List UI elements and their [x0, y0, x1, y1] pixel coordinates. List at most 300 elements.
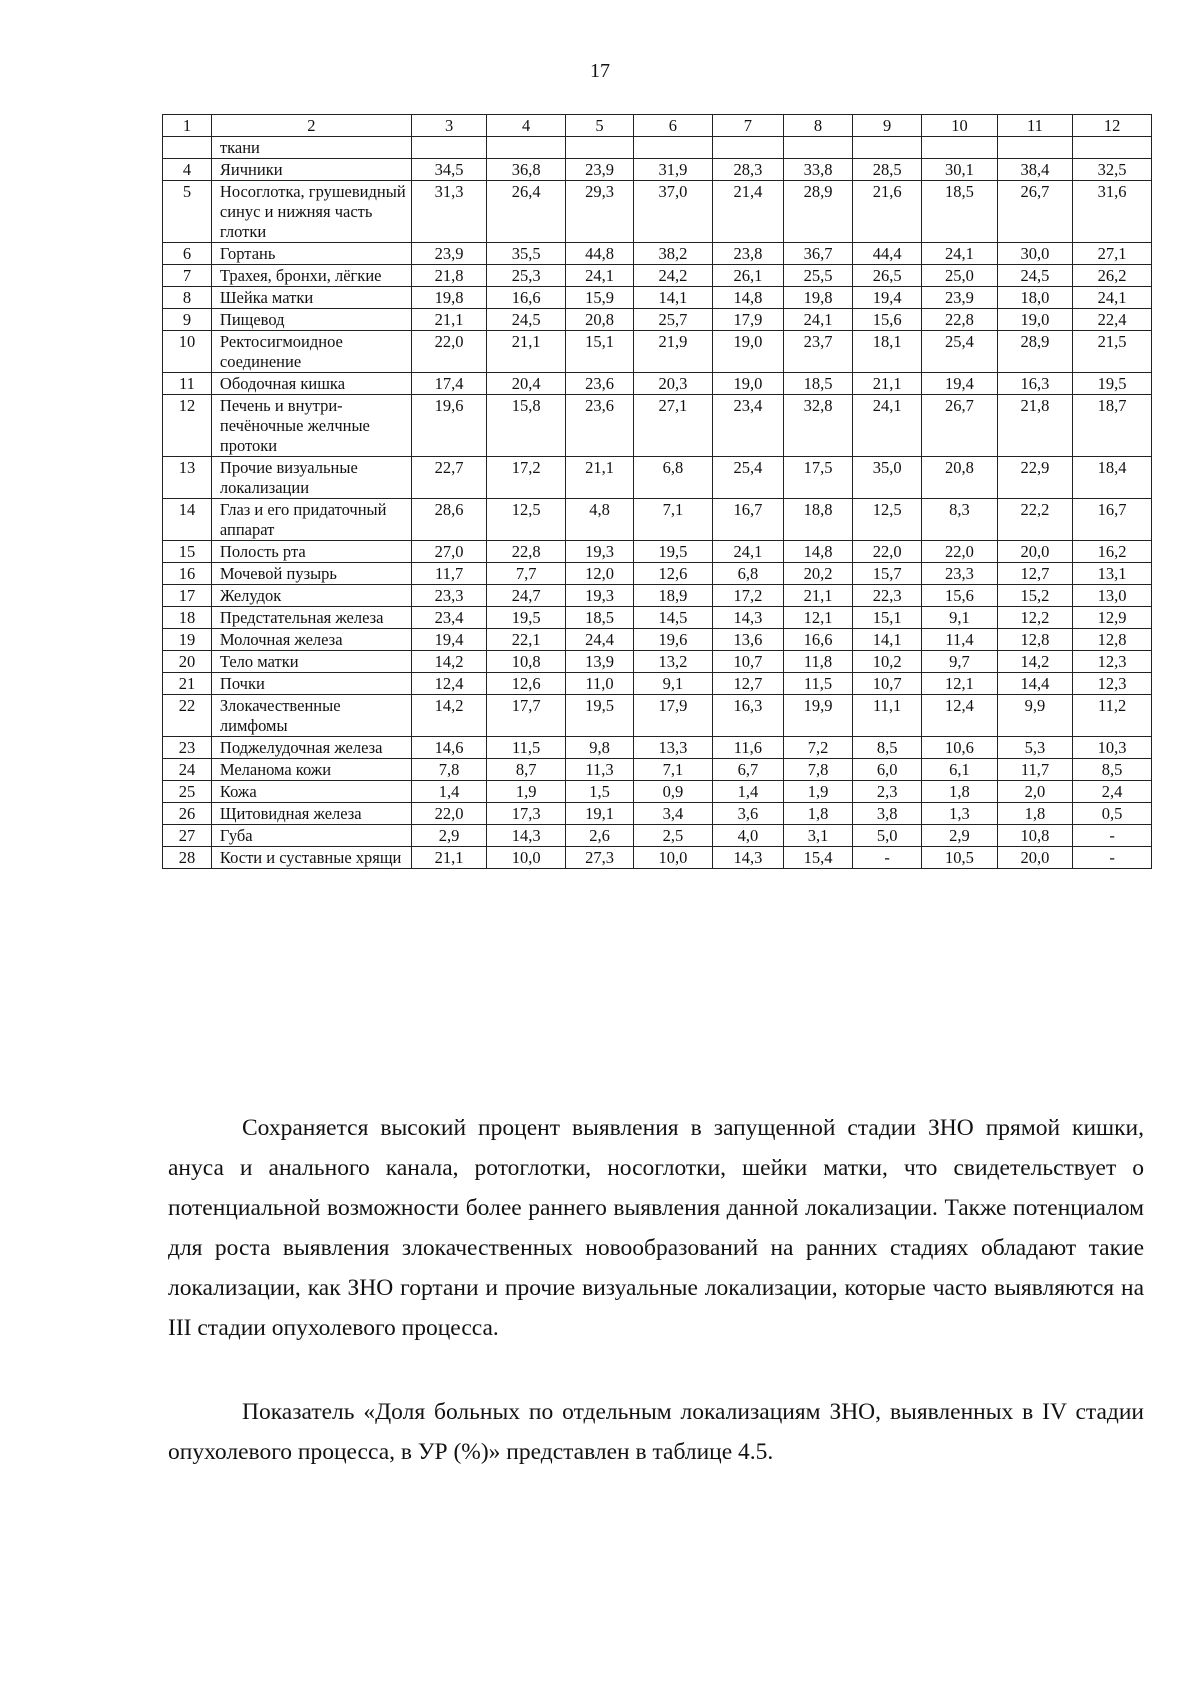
column-header: 6 [634, 115, 713, 137]
table-cell: 19,4 [922, 373, 998, 395]
table-cell: 9,8 [566, 737, 634, 759]
table-cell: 15,1 [853, 607, 922, 629]
table-cell: 11,4 [922, 629, 998, 651]
table-row [163, 287, 1152, 309]
table-cell: 12,6 [634, 563, 713, 585]
table-cell: 21,8 [411, 265, 487, 287]
table-cell: 27,1 [1073, 243, 1152, 265]
table-cell: 21,5 [1073, 331, 1152, 373]
table-cell: 24,4 [566, 629, 634, 651]
table-row [163, 159, 1152, 181]
table-cell: 15,9 [566, 287, 634, 309]
table-cell: 14,2 [411, 695, 487, 737]
table-cell: 16,7 [712, 499, 783, 541]
table-cell: 9,9 [997, 695, 1073, 737]
table-cell: 26,2 [1073, 265, 1152, 287]
table-row [163, 309, 1152, 331]
table-cell: 19,8 [784, 287, 853, 309]
table-cell: 19,3 [566, 541, 634, 563]
row-number: 26 [163, 803, 212, 825]
table-cell: 25,5 [784, 265, 853, 287]
table-cell: 21,4 [712, 181, 783, 243]
table-cell: 7,8 [411, 759, 487, 781]
table-cell: 22,7 [411, 457, 487, 499]
row-number: 13 [163, 457, 212, 499]
table-cell: 7,2 [784, 737, 853, 759]
table-header-row [163, 115, 1152, 137]
table-cell: 20,8 [566, 309, 634, 331]
table-cell: 35,5 [487, 243, 566, 265]
table-cell: 10,0 [487, 847, 566, 869]
localization-name: Молочная железа [211, 629, 411, 651]
table-cell [853, 137, 922, 159]
table-cell: 14,5 [634, 607, 713, 629]
table-cell: 21,1 [487, 331, 566, 373]
table-row [163, 629, 1152, 651]
table-cell: 8,7 [487, 759, 566, 781]
table-cell: 10,2 [853, 651, 922, 673]
table-cell: 0,9 [634, 781, 713, 803]
table-cell: 1,4 [712, 781, 783, 803]
row-number: 19 [163, 629, 212, 651]
localization-name: Меланома кожи [211, 759, 411, 781]
table-cell: 38,4 [997, 159, 1073, 181]
table-cell: 14,2 [411, 651, 487, 673]
table-cell: 16,6 [487, 287, 566, 309]
localization-name: Полость рта [211, 541, 411, 563]
table-cell: 19,5 [487, 607, 566, 629]
table-cell: 12,4 [411, 673, 487, 695]
table-cell: 17,4 [411, 373, 487, 395]
table-cell: 36,7 [784, 243, 853, 265]
table-cell: 6,8 [634, 457, 713, 499]
table-cell: 2,0 [997, 781, 1073, 803]
text-block-2 [168, 1392, 1144, 1472]
row-number: 22 [163, 695, 212, 737]
table-cell: 12,1 [784, 607, 853, 629]
table-cell: 0,5 [1073, 803, 1152, 825]
table-cell: 16,2 [1073, 541, 1152, 563]
table-cell: 26,7 [922, 395, 998, 457]
row-number: 16 [163, 563, 212, 585]
row-number: 15 [163, 541, 212, 563]
row-number: 23 [163, 737, 212, 759]
table-cell: 1,8 [997, 803, 1073, 825]
table-cell: 2,9 [922, 825, 998, 847]
row-number: 27 [163, 825, 212, 847]
table-cell: 32,8 [784, 395, 853, 457]
table-row [163, 695, 1152, 737]
table-cell: 23,9 [922, 287, 998, 309]
table-cell: 13,6 [712, 629, 783, 651]
table-cell: 13,0 [1073, 585, 1152, 607]
table-cell: 17,2 [487, 457, 566, 499]
table-row [163, 781, 1152, 803]
table-cell: 23,6 [566, 395, 634, 457]
table-cell [634, 137, 713, 159]
table-cell [712, 137, 783, 159]
table-cell: 3,1 [784, 825, 853, 847]
table-cell: 10,7 [853, 673, 922, 695]
table-cell: 17,3 [487, 803, 566, 825]
table-cell: 21,1 [784, 585, 853, 607]
table-cell: 15,6 [853, 309, 922, 331]
table-cell: 3,8 [853, 803, 922, 825]
column-header: 1 [163, 115, 212, 137]
table-cell: 24,5 [997, 265, 1073, 287]
table-cell: 7,8 [784, 759, 853, 781]
table-cell: 21,6 [853, 181, 922, 243]
table-cell: 1,9 [784, 781, 853, 803]
table-cell: 5,0 [853, 825, 922, 847]
table-cell: 22,0 [922, 541, 998, 563]
table-cell: 14,1 [853, 629, 922, 651]
table-row [163, 181, 1152, 243]
table-cell [411, 137, 487, 159]
row-number: 8 [163, 287, 212, 309]
table-cell: 19,6 [411, 395, 487, 457]
row-number: 6 [163, 243, 212, 265]
table-cell: 19,4 [853, 287, 922, 309]
table-cell: 28,6 [411, 499, 487, 541]
table-cell: 18,5 [566, 607, 634, 629]
table-cell: 12,6 [487, 673, 566, 695]
table-cell: 16,7 [1073, 499, 1152, 541]
localization-name: Прочие визуальные локализации [211, 457, 411, 499]
table-cell [566, 137, 634, 159]
table-cell: 27,0 [411, 541, 487, 563]
table-cell: 22,0 [411, 803, 487, 825]
table-cell: 19,0 [712, 373, 783, 395]
table-row [163, 137, 1152, 159]
table-cell: 22,1 [487, 629, 566, 651]
table-cell: 12,7 [712, 673, 783, 695]
table-cell: 24,1 [566, 265, 634, 287]
table-cell: 22,8 [487, 541, 566, 563]
table-cell: 25,3 [487, 265, 566, 287]
table-cell: 24,1 [1073, 287, 1152, 309]
table-cell: 31,3 [411, 181, 487, 243]
table-cell: 12,8 [1073, 629, 1152, 651]
row-number: 7 [163, 265, 212, 287]
table-cell: 4,0 [712, 825, 783, 847]
column-header: 11 [997, 115, 1073, 137]
table-cell: 8,5 [853, 737, 922, 759]
table-cell: 15,8 [487, 395, 566, 457]
table-cell [487, 137, 566, 159]
table-cell: 10,5 [922, 847, 998, 869]
table-cell: 14,3 [487, 825, 566, 847]
localization-name: Печень и внутри-печёночные желчные протоки [211, 395, 411, 457]
row-number: 10 [163, 331, 212, 373]
table-row [163, 737, 1152, 759]
table-cell: 1,8 [922, 781, 998, 803]
table-cell: 26,4 [487, 181, 566, 243]
table-row [163, 585, 1152, 607]
table-cell: 23,3 [411, 585, 487, 607]
table-cell: 4,8 [566, 499, 634, 541]
table-cell: 12,3 [1073, 673, 1152, 695]
table-cell: 11,8 [784, 651, 853, 673]
table-cell [784, 137, 853, 159]
table-cell: 24,5 [487, 309, 566, 331]
table-cell: 28,3 [712, 159, 783, 181]
table-cell: 19,0 [997, 309, 1073, 331]
table-cell: 34,5 [411, 159, 487, 181]
table-row [163, 607, 1152, 629]
table-cell: 21,1 [411, 309, 487, 331]
table-cell: 10,6 [922, 737, 998, 759]
table-cell: 26,5 [853, 265, 922, 287]
table-cell: 8,3 [922, 499, 998, 541]
localization-name: Предстательная железа [211, 607, 411, 629]
table-cell: 11,1 [853, 695, 922, 737]
row-number: 12 [163, 395, 212, 457]
localization-name: Ректосигмоидное соединение [211, 331, 411, 373]
table-cell: 13,2 [634, 651, 713, 673]
table-cell: 25,7 [634, 309, 713, 331]
table-cell: 37,0 [634, 181, 713, 243]
table-cell: 7,1 [634, 499, 713, 541]
table-cell: 14,8 [784, 541, 853, 563]
table-cell: 12,5 [853, 499, 922, 541]
table-cell: 22,8 [922, 309, 998, 331]
table-cell: 30,1 [922, 159, 998, 181]
table-cell: 12,5 [487, 499, 566, 541]
table-row [163, 373, 1152, 395]
table-cell: - [1073, 847, 1152, 869]
table-row [163, 563, 1152, 585]
table-cell: 23,4 [411, 607, 487, 629]
table-cell: 14,3 [712, 607, 783, 629]
table-cell: 15,4 [784, 847, 853, 869]
table-body [163, 115, 1152, 869]
table-cell: 20,8 [922, 457, 998, 499]
table-cell: 14,1 [634, 287, 713, 309]
table-row [163, 847, 1152, 869]
table-cell: 12,1 [922, 673, 998, 695]
localization-name: Злокачественные лимфомы [211, 695, 411, 737]
table-cell: 28,9 [997, 331, 1073, 373]
table-row [163, 499, 1152, 541]
table-cell: 20,0 [997, 541, 1073, 563]
table-cell: 6,8 [712, 563, 783, 585]
table-cell: 17,9 [634, 695, 713, 737]
localization-name: Гортань [211, 243, 411, 265]
table-cell: 16,3 [712, 695, 783, 737]
row-number: 28 [163, 847, 212, 869]
table-row [163, 673, 1152, 695]
table-cell: 20,0 [997, 847, 1073, 869]
table-cell: 31,9 [634, 159, 713, 181]
table-cell: 6,7 [712, 759, 783, 781]
table-cell: 19,4 [411, 629, 487, 651]
row-number: 25 [163, 781, 212, 803]
table-cell: 35,0 [853, 457, 922, 499]
table-cell: 12,0 [566, 563, 634, 585]
row-number: 24 [163, 759, 212, 781]
localization-name: Ободочная кишка [211, 373, 411, 395]
table-cell: 24,1 [853, 395, 922, 457]
row-number [163, 137, 212, 159]
table-cell: 14,4 [997, 673, 1073, 695]
table-cell: 13,9 [566, 651, 634, 673]
table-cell: 10,7 [712, 651, 783, 673]
table-cell: 24,1 [712, 541, 783, 563]
table-cell: 15,6 [922, 585, 998, 607]
row-number: 17 [163, 585, 212, 607]
table-cell: 21,9 [634, 331, 713, 373]
table-cell: 23,9 [411, 243, 487, 265]
row-number: 5 [163, 181, 212, 243]
table-cell [922, 137, 998, 159]
table-row [163, 331, 1152, 373]
row-number: 4 [163, 159, 212, 181]
table-cell: 11,0 [566, 673, 634, 695]
table-cell: 22,3 [853, 585, 922, 607]
table-cell: 19,5 [1073, 373, 1152, 395]
table-cell: 21,8 [997, 395, 1073, 457]
paragraph: Показатель «Доля больных по отдельным локализациям ЗНО, выявленных в IV стадии опухолевого процесса, в УР (%)» представлен в таблице 4.5. [168, 1399, 1144, 1465]
table-cell: 24,7 [487, 585, 566, 607]
table-cell: 31,6 [1073, 181, 1152, 243]
table-cell: 14,8 [712, 287, 783, 309]
table-cell: 22,0 [411, 331, 487, 373]
table-cell: 2,6 [566, 825, 634, 847]
table-cell: 21,1 [853, 373, 922, 395]
table-cell: 28,9 [784, 181, 853, 243]
table-cell: 24,2 [634, 265, 713, 287]
row-number: 18 [163, 607, 212, 629]
table-row [163, 803, 1152, 825]
table-cell: 19,0 [712, 331, 783, 373]
table-cell: 25,0 [922, 265, 998, 287]
table-cell: 33,8 [784, 159, 853, 181]
table-cell: 22,4 [1073, 309, 1152, 331]
table-cell: 5,3 [997, 737, 1073, 759]
table-cell: 12,4 [922, 695, 998, 737]
table-cell: 21,1 [566, 457, 634, 499]
localization-name: Пищевод [211, 309, 411, 331]
localization-name: Глаз и его придаточный аппарат [211, 499, 411, 541]
table-cell: 26,7 [997, 181, 1073, 243]
localization-name: Мочевой пузырь [211, 563, 411, 585]
table-row [163, 651, 1152, 673]
table-cell: 18,4 [1073, 457, 1152, 499]
table-cell: 1,5 [566, 781, 634, 803]
table-cell: 29,3 [566, 181, 634, 243]
table-cell: 10,8 [487, 651, 566, 673]
table-cell: 18,7 [1073, 395, 1152, 457]
table-cell: 9,7 [922, 651, 998, 673]
localization-name: Яичники [211, 159, 411, 181]
column-header: 10 [922, 115, 998, 137]
table-cell: 19,9 [784, 695, 853, 737]
table-cell: 15,1 [566, 331, 634, 373]
column-header: 3 [411, 115, 487, 137]
table-cell: 19,6 [634, 629, 713, 651]
column-header: 2 [211, 115, 411, 137]
table-row [163, 759, 1152, 781]
localization-name: Желудок [211, 585, 411, 607]
table-cell: 18,9 [634, 585, 713, 607]
table-cell: 19,8 [411, 287, 487, 309]
table-cell: 12,3 [1073, 651, 1152, 673]
table-cell: 2,4 [1073, 781, 1152, 803]
table-cell: 6,1 [922, 759, 998, 781]
table-cell: 24,1 [784, 309, 853, 331]
table-cell: 23,4 [712, 395, 783, 457]
row-number: 20 [163, 651, 212, 673]
table-cell: 25,4 [712, 457, 783, 499]
table-cell: - [1073, 825, 1152, 847]
table-cell: 18,8 [784, 499, 853, 541]
localization-name: Почки [211, 673, 411, 695]
localization-name: Поджелудочная железа [211, 737, 411, 759]
table-cell: 14,6 [411, 737, 487, 759]
table-row [163, 457, 1152, 499]
table-cell: 12,8 [997, 629, 1073, 651]
table-cell: 36,8 [487, 159, 566, 181]
table-cell: 27,1 [634, 395, 713, 457]
table-row [163, 265, 1152, 287]
localization-name: Трахея, бронхи, лёгкие [211, 265, 411, 287]
table-cell: 44,4 [853, 243, 922, 265]
column-header: 7 [712, 115, 783, 137]
paragraph: Сохраняется высокий процент выявления в запущенной стадии ЗНО прямой кишки, ануса и анального канала, ротоглотки, носоглотки, шейки матки, что свидетельствует о потенциальной возможности более раннего выявления данной локализации. Также потенциалом для роста выявления злокачественных новообразований на ранних стадиях обладают такие локализации, как ЗНО гортани и прочие визуальные локализации, которые часто выявляются на III стадии опухолевого процесса. [168, 1115, 1144, 1341]
table-cell: 14,3 [712, 847, 783, 869]
localization-name: Носоглотка, грушевидный синус и нижняя часть глотки [211, 181, 411, 243]
localization-name: Щитовидная железа [211, 803, 411, 825]
column-header: 12 [1073, 115, 1152, 137]
table-cell: 6,0 [853, 759, 922, 781]
table-cell: 23,7 [784, 331, 853, 373]
table-cell: 18,5 [784, 373, 853, 395]
table-cell: 16,3 [997, 373, 1073, 395]
table-cell: 18,0 [997, 287, 1073, 309]
localization-name: Кожа [211, 781, 411, 803]
table-cell: 10,0 [634, 847, 713, 869]
table-cell: 18,1 [853, 331, 922, 373]
row-number: 14 [163, 499, 212, 541]
localization-name: Губа [211, 825, 411, 847]
table-cell: 16,6 [784, 629, 853, 651]
table-cell: 12,9 [1073, 607, 1152, 629]
table-cell: 17,9 [712, 309, 783, 331]
table-cell: 18,5 [922, 181, 998, 243]
column-header: 5 [566, 115, 634, 137]
table-cell: 10,8 [997, 825, 1073, 847]
table-cell: 19,1 [566, 803, 634, 825]
table-cell: 7,7 [487, 563, 566, 585]
column-header: 8 [784, 115, 853, 137]
table-cell: 11,5 [487, 737, 566, 759]
table-cell: 15,7 [853, 563, 922, 585]
table-cell: 2,3 [853, 781, 922, 803]
column-header: 4 [487, 115, 566, 137]
table-cell: 17,5 [784, 457, 853, 499]
table-cell: 22,2 [997, 499, 1073, 541]
table-cell: 9,1 [922, 607, 998, 629]
row-number: 9 [163, 309, 212, 331]
table-cell: 1,4 [411, 781, 487, 803]
table-cell: 22,9 [997, 457, 1073, 499]
table-cell: 20,4 [487, 373, 566, 395]
table-cell: 1,9 [487, 781, 566, 803]
table-cell: - [853, 847, 922, 869]
table-cell: 7,1 [634, 759, 713, 781]
page-number: 17 [590, 60, 610, 82]
